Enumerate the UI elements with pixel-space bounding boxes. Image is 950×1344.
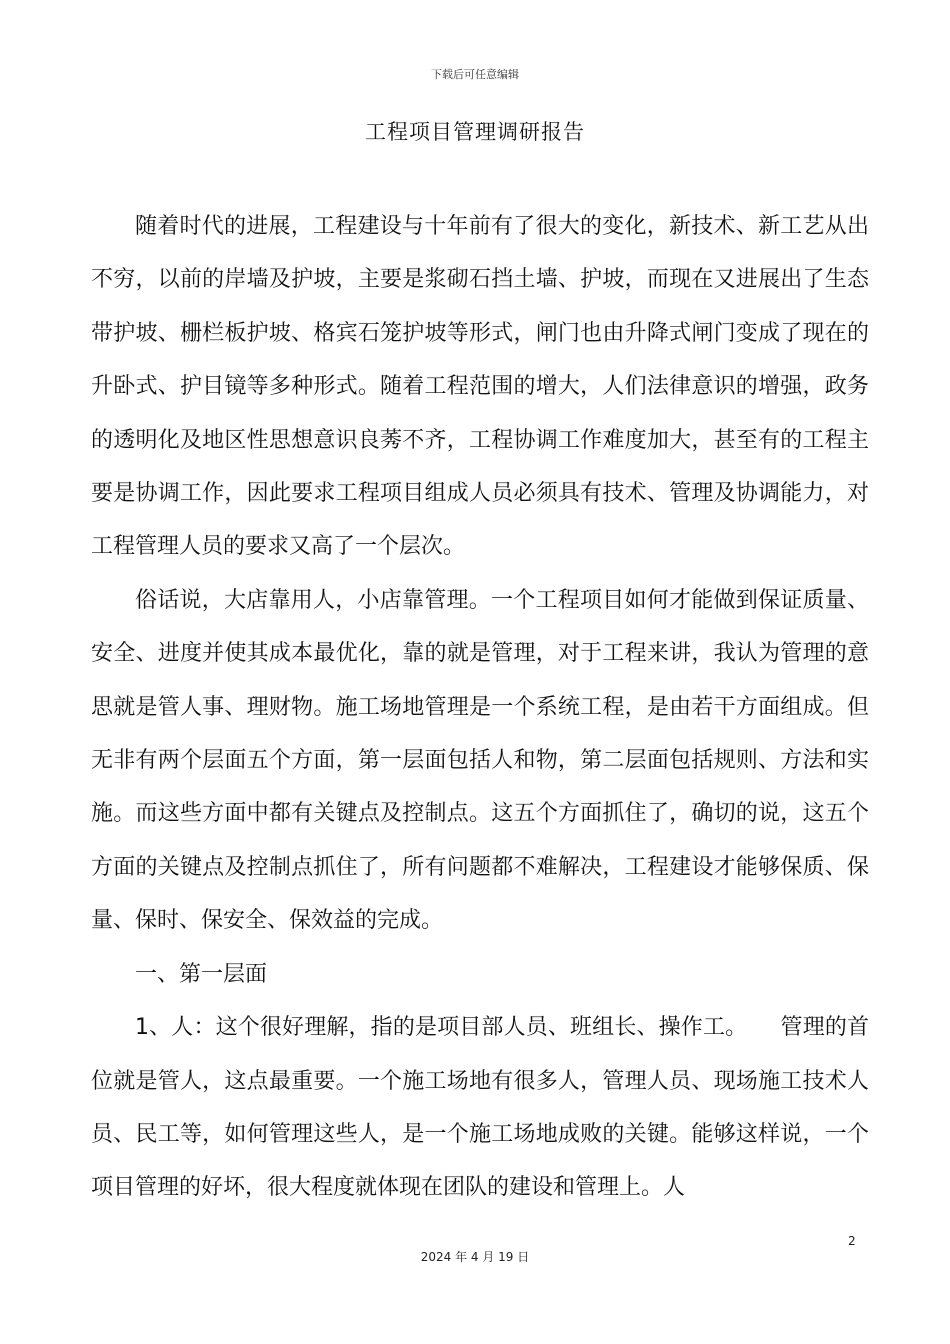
header-note: 下载后可任意编辑 bbox=[431, 68, 519, 81]
footer-date: 2024 年 4 月 19 日 bbox=[420, 1250, 530, 1264]
document-body bbox=[91, 200, 869, 1215]
page-number: 2 bbox=[848, 1234, 856, 1248]
paragraph-intro: 随着时代的进展，工程建设与十年前有了很大的变化，新技术、新工艺从出不穷，以前的岸墙及护坡，主要是浆砌石挡土墙、护坡，而现在又进展出了生态带护坡、栅栏板护坡、格宾石笼护坡等形式，闸门也由升降式闸门变成了现在的升卧式、护目镜等多种形式。随着工程范围的增大，人们法律意识的增强，政务的透明化及地区性思想意识良莠不齐，工程协调工作难度加大，甚至有的工程主要是协调工作，因此要求工程项目组成人员必须具有技术、管理及协调能力，对工程管理人员的要求又高了一个层次。 bbox=[91, 214, 869, 560]
section-heading-first-level: 一、第一层面 bbox=[135, 961, 268, 987]
paragraph-people: 1、人：这个很好理解，指的是项目部人员、班组长、操作工。 管理的首位就是管人，这点最重要。一个施工场地有很多人，管理人员、现场施工技术人员、民工等，如何管理这些人，是一个施工场地成败的关键。能够这样说，一个项目管理的好坏，很大程度就体现在团队的建设和管理上。人 bbox=[91, 1015, 869, 1201]
document-title: 工程项目管理调研报告 bbox=[365, 120, 585, 144]
paragraph-management: 俗话说，大店靠用人，小店靠管理。一个工程项目如何才能做到保证质量、安全、进度并使其成本最优化，靠的就是管理，对于工程来讲，我认为管理的意思就是管人事、理财物。施工场地管理是一个系统工程，是由若干方面组成。但无非有两个层面五个方面，第一层面包括人和物，第二层面包括规则、方法和实施。而这些方面中都有关键点及控制点。这五个方面抓住了，确切的说，这五个方面的关键点及控制点抓住了，所有问题都不难解决，工程建设才能够保质、保量、保时、保安全、保效益的完成。 bbox=[91, 587, 869, 934]
